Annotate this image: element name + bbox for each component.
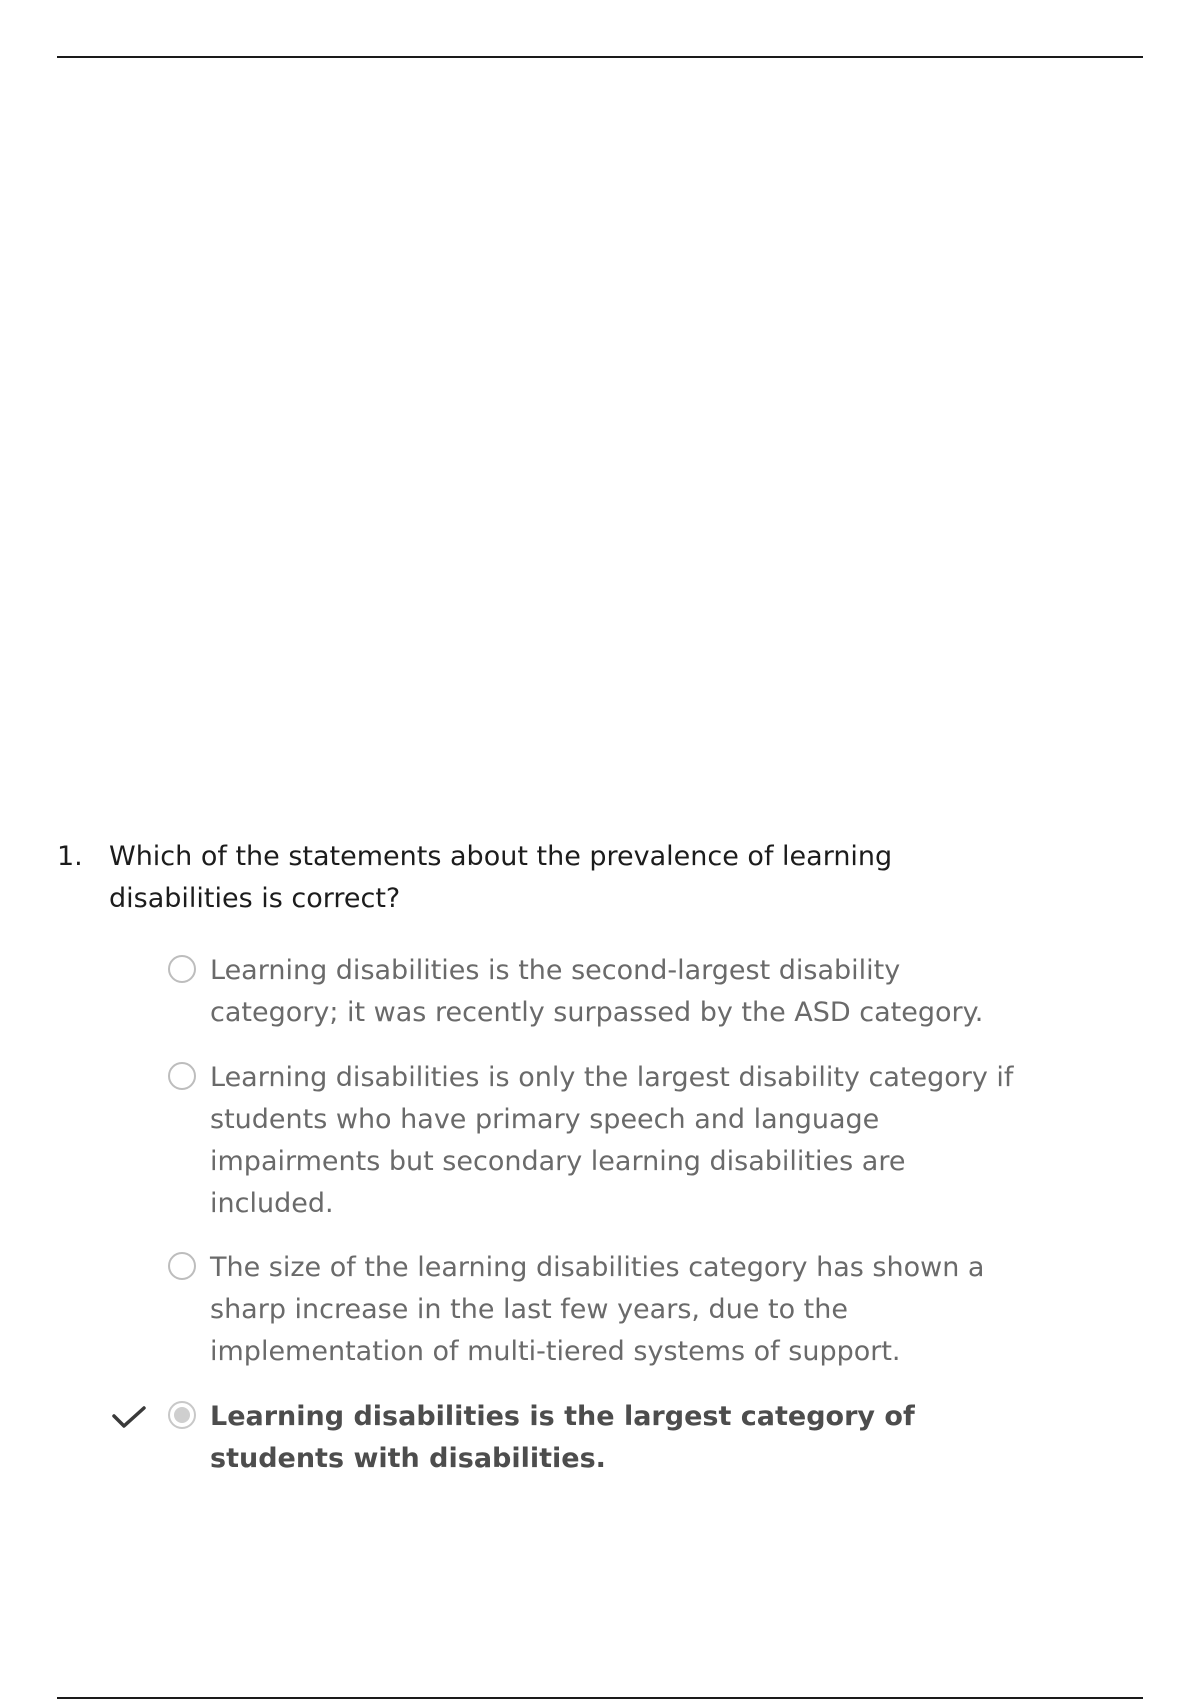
answer-option-label: Learning disabilities is only the largest disability category if students who have primary speech and language impairments but secondary learning disabilities are included. bbox=[210, 1062, 1014, 1219]
radio-icon[interactable] bbox=[168, 1062, 196, 1090]
question-text: Which of the statements about the prevalence of learning disabilities is correct? bbox=[109, 841, 893, 914]
answer-option-label: Learning disabilities is the second-largest disability category; it was recently surpassed by the ASD category. bbox=[210, 955, 984, 1028]
radio-icon[interactable] bbox=[168, 955, 196, 983]
bottom-rule bbox=[57, 1697, 1143, 1699]
radio-icon[interactable] bbox=[168, 1252, 196, 1280]
answer-option-label: Learning disabilities is the largest category of students with disabilities. bbox=[210, 1401, 915, 1474]
answer-option-label: The size of the learning disabilities category has shown a sharp increase in the last few years, due to the implementation of multi-tiered systems of support. bbox=[210, 1252, 985, 1367]
checkmark-icon bbox=[110, 1402, 150, 1432]
radio-selected-icon[interactable] bbox=[168, 1401, 196, 1429]
question-number: 1. bbox=[57, 841, 83, 872]
top-rule bbox=[57, 56, 1143, 58]
